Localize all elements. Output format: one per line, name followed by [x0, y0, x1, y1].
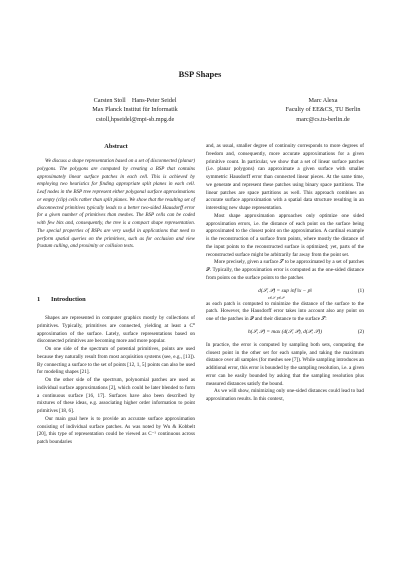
equation-2-number: (2)	[357, 328, 364, 335]
paragraph: Most shape approximation approaches only optimize one sided approximation errors, i.e. the distance of each point on the surface being approximated to the closest point on the approximation. A cardinal example is the reconstruction of a surface from points, where mostly the distance of the input points to the reconstructed surface is optimized; yet, parts of the reconstructed surface might be arbitrarily far away from the point set.	[206, 212, 364, 258]
equation-1-formula: d(𝒮, 𝒫) = sup inf ‖x − p‖	[258, 287, 312, 294]
paper-title: BSP Shapes	[178, 69, 222, 79]
right-column-body	[206, 143, 364, 404]
section-number: 1	[37, 296, 41, 303]
abstract-heading: Abstract	[104, 143, 128, 150]
equation-2-formula: h(𝒮, 𝒫) = max (d(𝒮, 𝒫), d(𝒫, 𝒮))	[247, 328, 323, 335]
author-email: cstoll,hpseidel@mpi-sb.mpg.de	[95, 115, 175, 123]
paragraph: As we will show, minimizing only one-sided distances could lead to bad approximation results. In this context,	[206, 388, 364, 402]
author-email: marc@cs.tu-berlin.de	[296, 115, 350, 123]
abstract-text: We discuss a shape representation based on a set of disconnected (planar) polygons. The polygons are computed by creating a BSP that contains approximately linear surface patches in each cell. This is achieved by employing two heuristics for finding appropriate split planes in each cell. Leaf nodes in the BSP tree represent either polygonal surface approximations or empty (clip) cells rather than split planes. We show that the resulting set of disconnected primitives typically leads to a better two-sided Hausdorff error for a given number of primitives than meshes. The BSP cells can be coded with few bits and, consequently, the tree is a compact shape representation. The special properties of BSPs are very useful in applications that need to perform spatial queries on the primitives, such as for occlusion and view frustum culling, and proximity or collision tests.	[37, 158, 195, 250]
paragraph: On one side of the spectrum of potential primitives, points are used because they naturally result from most acquisition systems (see, e.g., [13]). By connecting a surface to the set of points [12, 1, 5] points can also be used for modeling shapes [21].	[37, 346, 195, 376]
paragraph: In practice, the error is computed by sampling both sets, computing the closest point in the other set for each sample, and taking the maximum distance over all samples (for meshes see [7]). While sampling introduces an additional error, this error is bounded by the sampling resolution, i.e. a given error can be easily bounded by asking that the sampling resolution plus measured distances satisfy the bound.	[206, 341, 364, 387]
paragraph: and, as usual, smaller degree of continuity corresponds to more degrees of freedom and, consequently, more accurate approximations for a given primitive count. In particular, we show that a set of linear surface patches (i.e. planar polygons) can approximate a given surface with smaller symmetric Hausdorff error than connected linear pieces. At the same time, we generate and represent these patches using binary space partitions. The linear patches are space partitions as well. This approach combines an accurate surface approximation with a spatial data structure resulting in an interesting new shape representation.	[206, 143, 364, 211]
abstract-body	[37, 158, 195, 251]
author-affiliation: Faculty of EE&CS, TU Berlin	[285, 106, 361, 114]
author-block-left	[60, 96, 210, 124]
equation-1-number: (1)	[357, 287, 364, 294]
paragraph: Our main goal here is to provide an accurate surface approximation consisting of individual surface patches. As was noted by Wu & Kobbelt [20], this type of representation could be viewed as C⁻¹ continuous across patch boundaries	[37, 415, 195, 445]
author-affiliation: Max Planck Institut für Informatik	[92, 106, 178, 114]
author-block-right	[258, 96, 388, 124]
equation-1	[206, 283, 364, 301]
section-title: Introduction	[51, 296, 86, 303]
author-names: Carsten Stoll Hans-Peter Seidel	[93, 97, 177, 104]
section-heading-introduction	[37, 296, 195, 303]
paragraph: More precisely, given a surface 𝒮 to be approximated by a set of patches 𝒫. Typically, the approximation error is computed as the one-sided distance from points on the surface points to the patches	[206, 259, 364, 281]
paragraph: Shapes are represented in computer graphics mostly by collections of primitives. Typically, primitives are connected, yielding at least a C⁰ approximation of the surface. Lately, surface representations based on disconnected primitives are becoming more and more popular.	[37, 315, 195, 345]
equation-2	[206, 324, 364, 342]
paragraph: On the other side of the spectrum, polynomial patches are used as individual surface approximations [2], which could be later blended to form a continuous surface [16, 17]. Surfaces have also been described by mixtures of these ideas, e.g. associating higher order information to point primitives [18, 6].	[37, 377, 195, 414]
author-names: Marc Alexa	[308, 97, 338, 104]
equation-1-subscripts: x∈𝒮 p∈𝒫	[268, 295, 284, 300]
paragraph: as each patch is computed to minimize the distance of the surface to the patch. However, the Hausdorff error takes into account also any point on one of the patches in 𝒫 and their distance to the surface 𝒮:	[206, 300, 364, 322]
introduction-body	[37, 315, 195, 447]
